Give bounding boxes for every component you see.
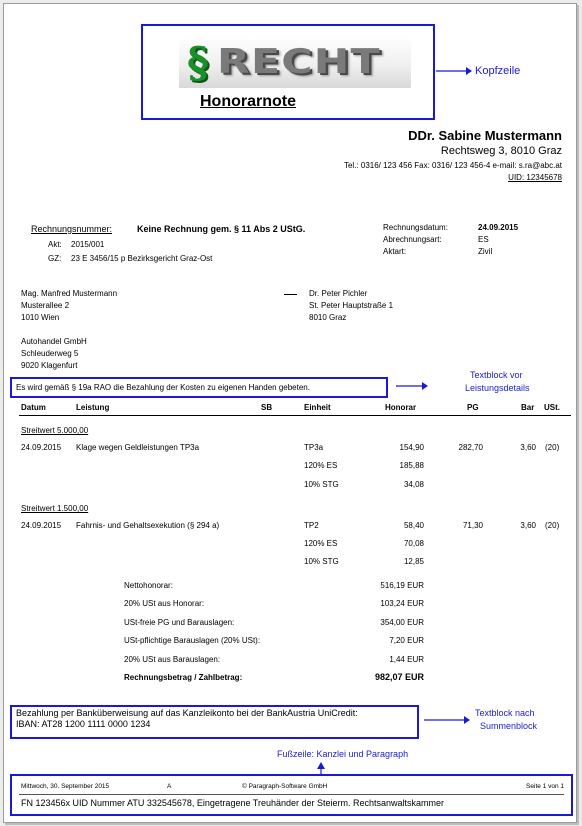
recipient-line3: 1010 Wien xyxy=(21,313,60,322)
akt-label: Akt: xyxy=(48,240,62,249)
footer-box xyxy=(10,774,573,816)
col-ust: USt. xyxy=(544,403,560,412)
summary-value: 7,20 EUR xyxy=(389,636,424,645)
document-title: Honorarnote xyxy=(200,93,296,110)
row-fee: 185,88 xyxy=(399,461,424,470)
row-pg: 71,30 xyxy=(462,521,483,530)
textblock-after-line2: IBAN: AT28 1200 1111 0000 1234 xyxy=(16,719,151,729)
row-unit: TP2 xyxy=(304,521,319,530)
header-annotation: Kopfzeile xyxy=(475,65,521,77)
col-datum: Datum xyxy=(21,403,46,412)
group-title: Streitwert 1.500,00 xyxy=(21,504,89,513)
invoice-number-value: Keine Rechnung gem. § 11 Abs 2 UStG. xyxy=(137,224,306,234)
row-fee: 70,08 xyxy=(403,539,424,548)
sender-street: Rechtsweg 3, 8010 Graz xyxy=(440,145,562,157)
invoice-date-label: Rechnungsdatum: xyxy=(383,223,448,232)
paragraph-logo-icon: § xyxy=(187,38,209,87)
col-pg: PG xyxy=(467,403,479,412)
billing-type-value: ES xyxy=(478,235,489,244)
address-dash xyxy=(284,294,297,295)
row-ust: (20) xyxy=(545,521,560,530)
footer-page: Seite 1 von 1 xyxy=(526,783,564,790)
invoice-number-label: Rechnungsnummer: xyxy=(31,224,113,234)
opponent-line2: St. Peter Hauptstraße 1 xyxy=(309,301,394,310)
row-bar: 3,60 xyxy=(520,443,536,452)
footer-mark: A xyxy=(167,783,172,790)
row-unit: 10% STG xyxy=(304,557,339,566)
row-fee: 12,85 xyxy=(403,557,424,566)
total-value: 982,07 EUR xyxy=(374,672,424,682)
summary-label: Nettohonorar: xyxy=(124,581,173,590)
row-unit: 10% STG xyxy=(304,480,339,489)
row-unit: TP3a xyxy=(304,443,324,452)
summary-value: 1,44 EUR xyxy=(389,655,424,664)
row-unit: 120% ES xyxy=(304,461,338,470)
row-ust: (20) xyxy=(545,443,560,452)
row-bar: 3,60 xyxy=(520,521,536,530)
document-page xyxy=(3,3,577,823)
footer-line2: FN 123456x UID Nummer ATU 332545678, Eingetragene Treuhänder der Steierm. Rechtsanwaltskammer xyxy=(21,798,445,808)
gz-label: GZ: xyxy=(48,254,62,263)
third-party-line2: Schleuderweg 5 xyxy=(21,349,79,358)
col-honorar: Honorar xyxy=(385,403,417,412)
arrow-down-icon xyxy=(316,759,326,775)
textblock-before-annotation-line2: Leistungsdetails xyxy=(465,383,530,393)
sender-uid: UID: 12345678 xyxy=(508,173,562,182)
arrow-right-icon xyxy=(435,66,473,76)
footer-annotation: Fußzeile: Kanzlei und Paragraph xyxy=(277,749,409,759)
arrow-right-icon xyxy=(423,715,471,725)
col-sb: SB xyxy=(261,403,273,412)
col-bar: Bar xyxy=(521,403,535,412)
row-date: 24.09.2015 xyxy=(21,443,62,452)
akt-value: 2015/001 xyxy=(71,240,105,249)
col-leistung: Leistung xyxy=(76,403,110,412)
row-service: Fahrnis- und Gehaltsexekution (§ 294 a) xyxy=(76,521,220,530)
row-date: 24.09.2015 xyxy=(21,521,62,530)
billing-type-label: Abrechnungsart: xyxy=(383,235,442,244)
col-einheit: Einheit xyxy=(304,403,331,412)
sender-name: DDr. Sabine Mustermann xyxy=(408,128,562,143)
row-service: Klage wegen Geldleistungen TP3a xyxy=(76,443,200,452)
sender-contact: Tel.: 0316/ 123 456 Fax: 0316/ 123 456-4 e-mail: s.ra@abc.at xyxy=(343,161,562,170)
textblock-before-annotation-line1: Textblock vor xyxy=(470,370,523,380)
opponent-line1: Dr. Peter Pichler xyxy=(309,289,368,298)
file-kind-value: Zivil xyxy=(478,247,493,256)
summary-value: 516,19 EUR xyxy=(380,581,424,590)
textblock-after-line1: Bezahlung per Banküberweisung auf das Kanzleikonto bei der BankAustria UniCredit: xyxy=(16,708,358,718)
logo-text: RECHT xyxy=(217,42,381,82)
third-party-line3: 9020 Klagenfurt xyxy=(21,361,78,370)
recipient-line2: Musterallee 2 xyxy=(21,301,70,310)
row-fee: 34,08 xyxy=(403,480,424,489)
row-pg: 282,70 xyxy=(458,443,483,452)
total-label: Rechnungsbetrag / Zahlbetrag: xyxy=(124,673,243,682)
row-unit: 120% ES xyxy=(304,539,338,548)
recipient-line1: Mag. Manfred Mustermann xyxy=(21,289,118,298)
textblock-after-annotation-line1: Textblock nach xyxy=(475,708,535,718)
opponent-line3: 8010 Graz xyxy=(309,313,347,322)
table-header-line xyxy=(19,415,571,416)
footer-line xyxy=(19,794,564,795)
summary-value: 103,24 EUR xyxy=(380,599,424,608)
footer-date: Mittwoch, 30. September 2015 xyxy=(21,783,110,790)
file-kind-label: Aktart: xyxy=(383,247,407,256)
third-party-line1: Autohandel GmbH xyxy=(21,337,87,346)
summary-value: 354,00 EUR xyxy=(380,618,424,627)
gz-value: 23 E 3456/15 p Bezirksgericht Graz-Ost xyxy=(71,254,213,263)
summary-label: 20% USt aus Barauslagen: xyxy=(124,655,221,664)
footer-copyright: © Paragraph-Software GmbH xyxy=(242,783,328,790)
row-fee: 58,40 xyxy=(403,521,424,530)
summary-label: 20% USt aus Honorar: xyxy=(124,599,205,608)
group-title: Streitwert 5.000,00 xyxy=(21,426,89,435)
summary-label: USt-freie PG und Barauslagen: xyxy=(124,618,235,627)
textblock-after-annotation-line2: Summenblock xyxy=(480,721,538,731)
row-fee: 154,90 xyxy=(399,443,424,452)
textblock-before-text: Es wird gemäß § 19a RAO die Bezahlung der Kosten zu eigenen Handen gebeten. xyxy=(16,383,310,392)
summary-label: USt-pflichtige Barauslagen (20% USt): xyxy=(124,636,261,645)
invoice-date-value: 24.09.2015 xyxy=(478,223,519,232)
logo xyxy=(179,36,411,88)
arrow-right-icon xyxy=(395,381,429,391)
